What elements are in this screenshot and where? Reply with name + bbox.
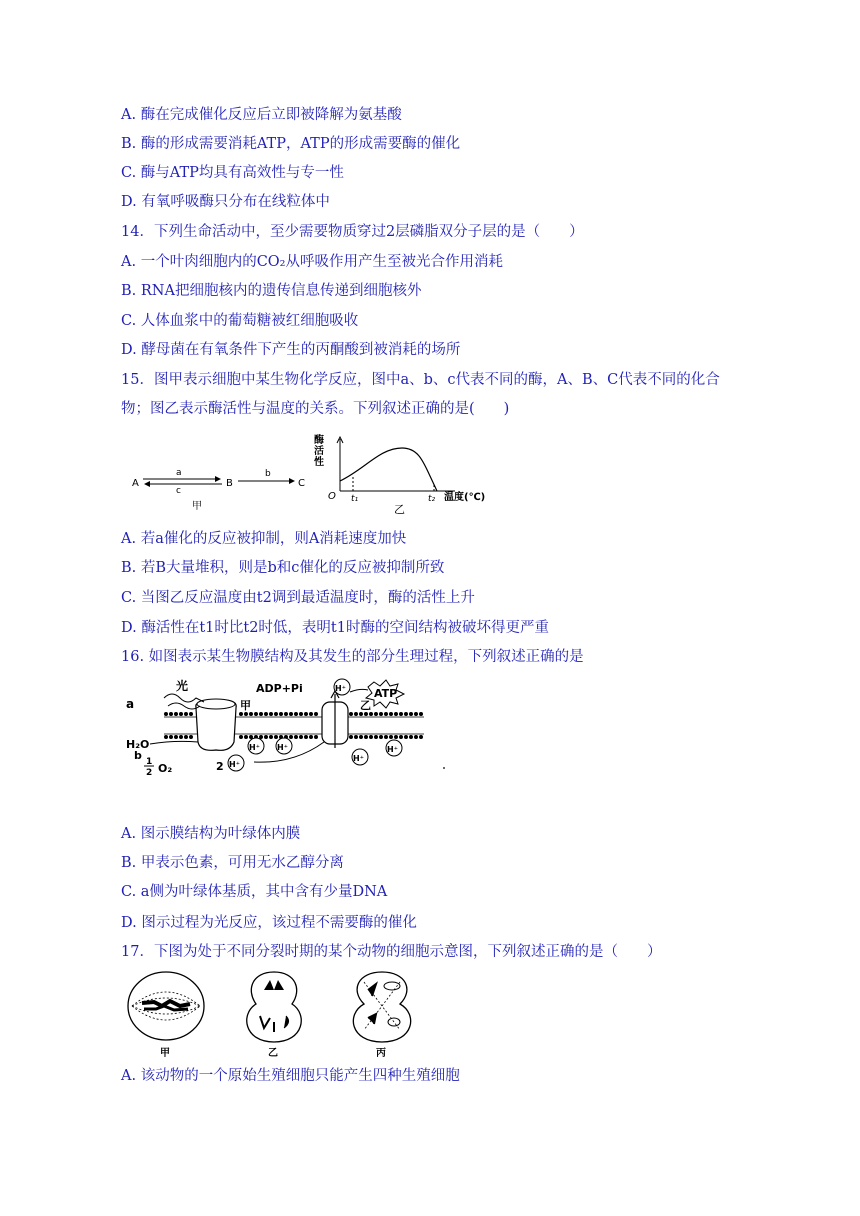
q16-hplus-e: H⁺ xyxy=(353,754,364,763)
lipid-head xyxy=(259,712,263,716)
q16-adp-label: ADP+Pi xyxy=(256,682,303,695)
lipid-head xyxy=(314,735,318,739)
lipid-head xyxy=(419,735,423,739)
q15-yi-ylabel-2: 活 xyxy=(314,446,324,457)
q16-option-c: C. a侧为叶绿体基质，其中含有少量DNA xyxy=(121,884,388,900)
q17-label-bing: 丙 xyxy=(376,1048,386,1058)
q15-stem-line1: 15．图甲表示细胞中某生物化学反应，图中a、b、c代表不同的酶，A、B、C代表不同的化合 xyxy=(121,372,720,388)
q14-option-b: B. RNA把细胞核内的遗传信息传递到细胞核外 xyxy=(121,283,422,299)
q15-yi-ylabel-1: 酶 xyxy=(314,435,324,446)
q15-option-c: C. 当图乙反应温度由t2调到最适温度时，酶的活性上升 xyxy=(121,590,475,606)
lipid-head xyxy=(384,712,388,716)
q13-option-d: D. 有氧呼吸酶只分布在线粒体中 xyxy=(121,194,330,210)
lipid-head xyxy=(244,735,248,739)
q15-jia-label-c: c xyxy=(176,486,181,496)
lipid-head xyxy=(239,712,243,716)
lipid-head xyxy=(379,712,383,716)
q15-yi-curve xyxy=(340,448,437,491)
q15-figure-yi xyxy=(310,431,510,515)
lipid-head xyxy=(189,712,193,716)
q16-b-label: b xyxy=(134,749,142,762)
q13-option-c: C. 酶与ATP均具有高效性与专一性 xyxy=(121,165,344,181)
q16-half-num: 1 xyxy=(146,757,153,767)
lipid-head xyxy=(414,712,418,716)
lipid-head xyxy=(304,712,308,716)
lipid-head xyxy=(249,712,253,716)
q15-jia-label-B: B xyxy=(226,478,233,489)
lipid-head xyxy=(309,735,313,739)
lipid-head xyxy=(404,712,408,716)
q14-option-c: C. 人体血浆中的葡萄糖被红细胞吸收 xyxy=(121,313,359,329)
lipid-head xyxy=(174,712,178,716)
lipid-head xyxy=(414,735,418,739)
q14-option-d: D. 酵母菌在有氧条件下产生的丙酮酸到被消耗的场所 xyxy=(121,342,461,358)
lipid-head xyxy=(389,735,393,739)
q16-atp-label: ATP xyxy=(374,687,398,700)
q15-jia-caption: 甲 xyxy=(192,501,202,512)
q16-jia-label: 甲 xyxy=(240,699,251,712)
lipid-head xyxy=(169,712,173,716)
lipid-head xyxy=(419,712,423,716)
lipid-head xyxy=(399,712,403,716)
q15-figure-jia xyxy=(128,462,318,514)
lipid-head xyxy=(184,712,188,716)
lipid-head xyxy=(369,712,373,716)
q16-hplus-d: H⁺ xyxy=(387,745,398,754)
q15-option-a: A. 若a催化的反应被抑制，则A消耗速度加快 xyxy=(121,531,407,547)
q16-light-label: 光 xyxy=(176,679,189,693)
q15-yi-t1: t₁ xyxy=(351,494,359,504)
q16-half-den: 2 xyxy=(146,768,153,778)
lipid-head xyxy=(354,735,358,739)
q15-yi-xlabel: 温度(℃) xyxy=(444,492,486,503)
q15-yi-caption: 乙 xyxy=(394,503,405,515)
lipid-head xyxy=(279,712,283,716)
q16-membrane-figure xyxy=(124,678,454,778)
q17-label-jia: 甲 xyxy=(160,1048,170,1058)
lipid-head xyxy=(239,735,243,739)
lipid-head xyxy=(179,735,183,739)
q15-yi-t2: t₂ xyxy=(428,494,436,504)
q15-jia-label-b: b xyxy=(265,469,271,479)
q17-label-yi: 乙 xyxy=(268,1048,278,1058)
q15-stem-line2: 物；图乙表示酶活性与温度的关系。下列叙述正确的是( ) xyxy=(121,401,510,417)
lipid-head xyxy=(174,735,178,739)
lipid-head xyxy=(314,712,318,716)
lipid-head xyxy=(399,735,403,739)
lipid-head xyxy=(184,735,188,739)
q16-option-d: D. 图示过程为光反应，该过程不需要酶的催化 xyxy=(121,915,417,931)
lipid-head xyxy=(409,712,413,716)
lipid-head xyxy=(304,735,308,739)
lipid-head xyxy=(164,712,168,716)
q16-option-a: A. 图示膜结构为叶绿体内膜 xyxy=(121,826,301,842)
q16-hplus-a: H⁺ xyxy=(229,760,240,769)
lipid-head xyxy=(384,735,388,739)
lipid-head xyxy=(389,712,393,716)
lipid-head xyxy=(274,735,278,739)
q15-option-b: B. 若B大量堆积，则是b和c催化的反应被抑制所致 xyxy=(121,560,445,576)
lipid-head xyxy=(394,712,398,716)
lipid-head xyxy=(349,712,353,716)
q14-option-a: A. 一个叶肉细胞内的CO₂从呼吸作用产生至被光合作用消耗 xyxy=(121,254,503,270)
lipid-head xyxy=(309,712,313,716)
lipid-head xyxy=(359,712,363,716)
lipid-head xyxy=(394,735,398,739)
lipid-head xyxy=(354,712,358,716)
q15-jia-label-C: C xyxy=(298,478,305,489)
lipid-head xyxy=(364,735,368,739)
lipid-head xyxy=(269,735,273,739)
q16-hplus-top: H⁺ xyxy=(335,684,346,693)
lipid-head xyxy=(299,735,303,739)
q17-stem: 17．下图为处于不同分裂时期的某个动物的细胞示意图，下列叙述正确的是（ ） xyxy=(121,944,662,960)
lipid-head xyxy=(404,735,408,739)
q15-yi-origin: O xyxy=(328,491,336,502)
lipid-head xyxy=(379,735,383,739)
q16-stem: 16. 如图表示某生物膜结构及其发生的部分生理过程，下列叙述正确的是 xyxy=(121,649,584,665)
lipid-head xyxy=(289,735,293,739)
lipid-head xyxy=(289,712,293,716)
q16-hplus-b: H⁺ xyxy=(249,743,260,752)
q17-option-a: A. 该动物的一个原始生殖细胞只能产生四种生殖细胞 xyxy=(121,1068,460,1084)
q15-jia-label-a: a xyxy=(176,468,182,478)
q15-yi-ylabel-3: 性 xyxy=(314,457,324,468)
q16-yi-label: 乙 xyxy=(360,699,371,712)
q16-two-label: 2 xyxy=(216,760,224,773)
lipid-head xyxy=(299,712,303,716)
lipid-head xyxy=(294,735,298,739)
lipid-head xyxy=(274,712,278,716)
q13-option-b: B. 酶的形成需要消耗ATP，ATP的形成需要酶的催化 xyxy=(121,136,461,152)
lipid-head xyxy=(349,735,353,739)
q16-option-b: B. 甲表示色素，可用无水乙醇分离 xyxy=(121,855,344,871)
lipid-head xyxy=(244,712,248,716)
lipid-head xyxy=(264,712,268,716)
lipid-head xyxy=(169,735,173,739)
q16-hplus-c: H⁺ xyxy=(277,743,288,752)
q15-option-d: D. 酶活性在t1时比t2时低，表明t1时酶的空间结构被破坏得更严重 xyxy=(121,620,549,636)
lipid-head xyxy=(254,712,258,716)
q16-a-label: a xyxy=(126,697,135,711)
lipid-head xyxy=(364,712,368,716)
lipid-head xyxy=(269,712,273,716)
q13-option-a: A. 酶在完成催化反应后立即被降解为氨基酸 xyxy=(121,107,402,123)
q16-o2-label: O₂ xyxy=(158,762,173,775)
lipid-head xyxy=(359,735,363,739)
lipid-head xyxy=(369,735,373,739)
q15-jia-label-A: A xyxy=(132,478,139,489)
lipid-head xyxy=(374,712,378,716)
lipid-head xyxy=(294,712,298,716)
lipid-head xyxy=(264,735,268,739)
lipid-head xyxy=(164,735,168,739)
q17-cell-figures xyxy=(124,968,424,1058)
q16-h2o-label: H₂O xyxy=(126,738,150,751)
lipid-head xyxy=(284,712,288,716)
lipid-head xyxy=(179,712,183,716)
lipid-head xyxy=(409,735,413,739)
lipid-head xyxy=(374,735,378,739)
lipid-head xyxy=(189,735,193,739)
q14-stem: 14．下列生命活动中，至少需要物质穿过2层磷脂双分子层的是（ ） xyxy=(121,224,584,240)
